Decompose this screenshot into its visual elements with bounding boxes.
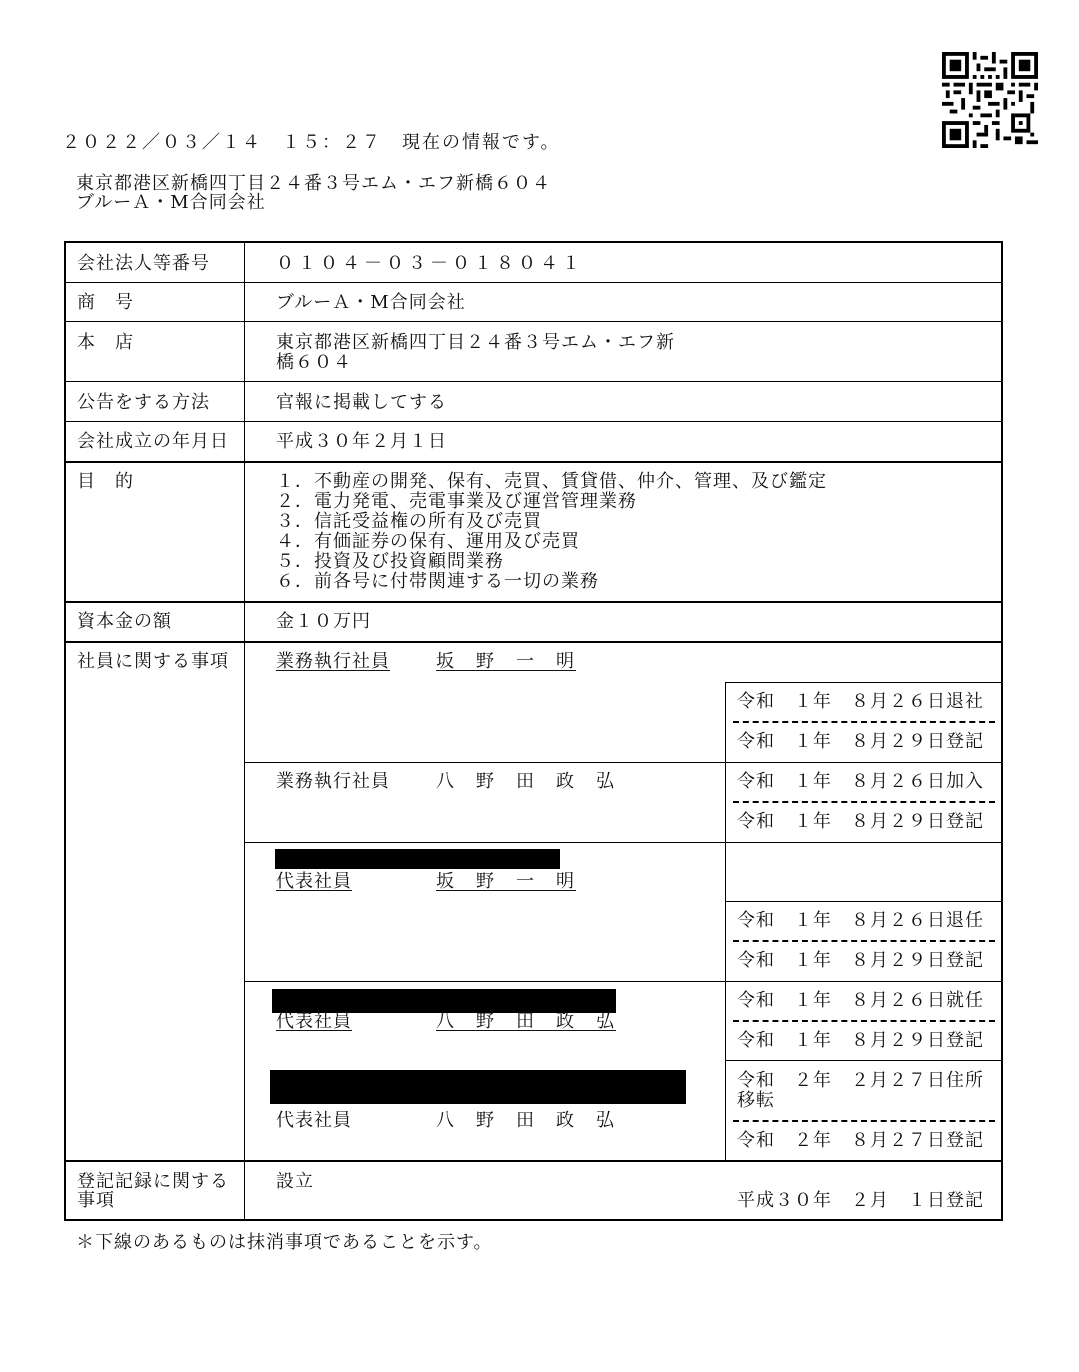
value-head-office-line1: 東京都港区新橋四丁目２４番３号エム・エフ新 — [276, 332, 675, 353]
member-date: 令和 １年 ８月２９日登記 — [737, 950, 984, 971]
member-role: 代表社員 — [276, 871, 352, 892]
member-date: 令和 １年 ８月２９日登記 — [737, 731, 984, 752]
label-purpose: 目 的 — [77, 471, 134, 492]
value-notice-method: 官報に掲載してする — [276, 392, 447, 413]
member-date: 令和 １年 ８月２９日登記 — [737, 1030, 984, 1051]
member-name: 八 野 田 政 弘 — [436, 771, 616, 792]
header-address: 東京都港区新橋四丁目２４番３号エム・エフ新橋６０４ — [76, 173, 551, 194]
label-notice-method: 公告をする方法 — [77, 392, 210, 413]
member-date: 移転 — [737, 1090, 775, 1111]
value-capital: 金１０万円 — [276, 611, 371, 632]
member-name: 坂 野 一 明 — [436, 871, 576, 892]
member-date: 令和 ２年 ２月２７日住所 — [737, 1070, 984, 1091]
qr-code — [942, 52, 1038, 148]
list-item: ６．前各号に付帯関連する一切の業務 — [276, 571, 599, 592]
value-corp-number: ０１０４－０３－０１８０４１ — [276, 253, 584, 274]
value-head-office-line2: 橋６０４ — [276, 352, 352, 373]
label-registry-line1: 登記記録に関する — [77, 1171, 229, 1192]
label-head-office: 本 店 — [77, 332, 134, 353]
redaction-bar — [275, 849, 560, 869]
registry-date: 平成３０年 ２月 １日登記 — [737, 1190, 984, 1211]
date-column-divider — [725, 682, 726, 1160]
column-divider — [244, 242, 245, 1220]
label-registry-line2: 事項 — [77, 1190, 115, 1211]
label-established: 会社成立の年月日 — [77, 431, 229, 452]
redaction-bar — [272, 989, 616, 1013]
member-role: 業務執行社員 — [276, 651, 390, 672]
label-corp-number: 会社法人等番号 — [77, 253, 210, 274]
member-date: 令和 １年 ８月２６日就任 — [737, 990, 984, 1011]
list-item: ４．有価証券の保有、運用及び売買 — [276, 531, 580, 552]
member-date: 令和 １年 ８月２６日加入 — [737, 771, 984, 792]
list-item: ５．投資及び投資顧問業務 — [276, 551, 504, 572]
member-date: 令和 １年 ８月２６日退任 — [737, 910, 984, 931]
member-name: 八 野 田 政 弘 — [436, 1110, 616, 1131]
label-members: 社員に関する事項 — [77, 651, 229, 672]
footnote: ＊下線のあるものは抹消事項であることを示す。 — [76, 1232, 493, 1253]
label-trade-name: 商 号 — [77, 292, 134, 313]
list-item: ２．電力発電、売電事業及び運営管理業務 — [276, 491, 637, 512]
member-date: 令和 １年 ８月２９日登記 — [737, 811, 984, 832]
member-role: 業務執行社員 — [276, 771, 390, 792]
purpose-list — [276, 472, 827, 592]
redaction-bar — [270, 1070, 686, 1104]
timestamp: ２０２２／０３／１４ １５：２７ 現在の情報です。 — [62, 132, 561, 153]
member-name: 八 野 田 政 弘 — [436, 1011, 616, 1032]
value-registry: 設立 — [276, 1171, 314, 1192]
member-date: 令和 ２年 ８月２７日登記 — [737, 1130, 984, 1151]
value-trade-name: ブルーＡ・M合同会社 — [276, 292, 466, 313]
member-role: 代表社員 — [276, 1110, 352, 1131]
member-date: 令和 １年 ８月２６日退社 — [737, 691, 984, 712]
list-item: １．不動産の開発、保有、売買、賃貸借、仲介、管理、及び鑑定 — [276, 471, 827, 492]
value-established: 平成３０年２月１日 — [276, 431, 447, 452]
member-role: 代表社員 — [276, 1011, 352, 1032]
header-company: ブルーＡ・M合同会社 — [76, 192, 266, 213]
member-name: 坂 野 一 明 — [436, 651, 576, 672]
list-item: ３．信託受益権の所有及び売買 — [276, 511, 542, 532]
label-capital: 資本金の額 — [77, 611, 172, 632]
